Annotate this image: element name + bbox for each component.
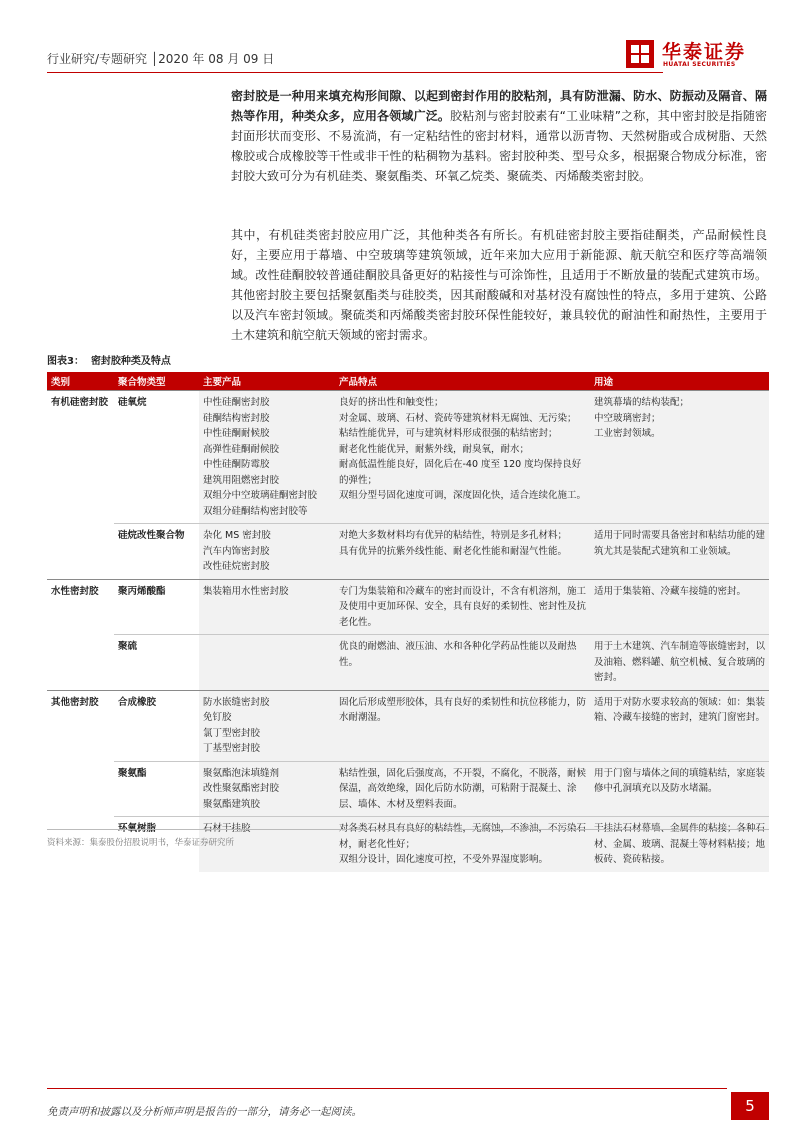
cell-line: 聚氨酯泡沫填缝剂 (203, 767, 280, 779)
cell-uses (590, 579, 769, 635)
cell-polymer: 聚丙烯酸酯 (114, 579, 199, 635)
table-row (47, 391, 769, 524)
cell-polymer: 聚硫 (114, 635, 199, 691)
cell-line: 集装箱用水性密封胶 (203, 585, 289, 597)
cell-category (47, 761, 114, 817)
cell-features (335, 524, 590, 580)
table-bottom-rule (47, 829, 769, 830)
cell-line: 改性聚氨酯密封胶 (203, 783, 280, 794)
cell-line: 高弹性硅酮耐候胶 (203, 443, 280, 455)
logo-subtitle: HUATAI SECURITIES (663, 61, 736, 68)
cell-uses (590, 391, 769, 524)
cell-line: 中性硅酮耐候胶 (203, 428, 270, 439)
cell-line: 固化后形成塑形胶体，具有良好的柔韧性和抗位移能力，防水耐潮湿。 (339, 696, 587, 723)
table-row (47, 635, 769, 691)
cell-line: 建筑用阻燃密封胶 (203, 474, 280, 486)
footer-disclaimer: 免责声明和披露以及分析师声明是报告的一部分，请务必一起阅读。 (47, 1106, 362, 1118)
cell-line: 专门为集装箱和冷藏车的密封而设计，不含有机溶剂，施工及使用中更加环保、安全，具有良好的柔韧性、密封性及抗老化性。 (339, 585, 587, 628)
cell-category (47, 635, 114, 691)
cell-line: 适用于集装箱、冷藏车接缝的密封。 (594, 585, 747, 597)
source-note: 资料来源：集泰股份招股说明书，华泰证券研究所 (47, 838, 235, 848)
cell-polymer: 聚氨酯 (114, 761, 199, 817)
cell-line: 杂化 MS 密封胶 (203, 530, 271, 541)
cell-line: 对金属、玻璃、石材、瓷砖等建筑材料无腐蚀、无污染； (339, 412, 577, 424)
cell-line: 优良的耐燃油、液压油、水和各种化学药品性能以及耐热性。 (339, 641, 577, 668)
cell-category (47, 524, 114, 580)
cell-line: 用于土木建筑、汽车制造等嵌缝密封，以及油箱、燃料罐、航空机械、复合玻璃的密封。 (594, 641, 766, 683)
page-number: 5 (731, 1092, 769, 1120)
cell-products (199, 524, 335, 580)
table-header-row (47, 372, 769, 391)
table-row (47, 579, 769, 635)
logo-name: 华泰证券 (662, 41, 747, 63)
cell-features (335, 817, 590, 872)
cell-line: 免钉胶 (203, 712, 232, 723)
intro-paragraph-1 (231, 86, 767, 186)
col-header-category: 类别 (47, 372, 114, 391)
cell-features (335, 391, 590, 524)
logo-mark-icon (622, 36, 658, 72)
cell-uses (590, 690, 769, 761)
cell-line: 汽车内饰密封胶 (203, 545, 270, 557)
cell-line: 适用于对防水要求较高的领域：如：集装箱、冷藏车接缝的密封，建筑门窗密封。 (594, 696, 766, 723)
cell-line: 适用于同时需要具备密封和粘结功能的建筑尤其是装配式建筑和工业领域。 (594, 530, 766, 557)
cell-line: 中性硅酮密封胶 (203, 397, 270, 408)
figure-title (47, 352, 171, 367)
report-header: 行业研究/专题研究 │2020 年 08 月 09 日 (47, 52, 275, 66)
figure-label: 图表3： (47, 356, 84, 367)
cell-line: 双组分型号固化速度可调，深度固化快，适合连续化施工。 (339, 490, 587, 501)
cell-products (199, 690, 335, 761)
cell-uses (590, 817, 769, 872)
cell-line: 双组分硅酮结构密封胶等 (203, 505, 308, 517)
table-row (47, 524, 769, 580)
cell-line: 中性硅酮防霉胶 (203, 459, 270, 470)
cell-polymer: 硅烷改性聚合物 (114, 524, 199, 580)
footer-divider (47, 1088, 727, 1089)
cell-features (335, 761, 590, 817)
cell-line: 对绝大多数材料均有优异的粘结性，特别是多孔材料； (339, 530, 568, 541)
intro-paragraph-2: 其中，有机硅类密封胶应用广泛，其他种类各有所长。有机硅密封胶主要指硅酮类，产品耐候性良好，主要应用于幕墙、中空玻璃等建筑领域，近年来加大应用于新能源、航天航空和医疗等高端领域。改性硅酮胶较普通硅酮胶具备更好的粘接性与可涂饰性，且适用于不断放量的装配式建筑市场。其他密封胶主要包括聚氨酯类与硅胶类，因其耐酸碱和对基材没有腐蚀性的特点，多用于建筑、公路以及汽车密封领域。聚硫类和丙烯酸类密封胶环保性能较好，兼具较优的耐油性和耐热性，主要用于土木建筑和航空航天领域的密封需求。 (231, 228, 767, 342)
cell-products (199, 761, 335, 817)
cell-line: 改性硅烷密封胶 (203, 561, 270, 572)
intro-body: 胶粘剂与密封胶素有“工业味精”之称，其中密封胶是指随密封面形状而变形、不易流淌，有一定粘结性的密封材料，通常以沥青物、天然树脂或合成树脂、天然橡胶或合成橡胶等干性或非干性的粘稠物为基料。密封胶种类、型号众多，根据聚合物成分标准，密封胶大致可分为有机硅类、聚氨酯类、环氧乙烷类、聚硫类、丙烯酸类密封胶。 (231, 109, 767, 183)
table-row (47, 690, 769, 761)
cell-uses (590, 524, 769, 580)
cell-line: 耐高低温性能良好，固化后在-40 度至 120 度均保持良好的弹性； (339, 459, 582, 486)
cell-polymer: 合成橡胶 (114, 690, 199, 761)
table-row (47, 761, 769, 817)
cell-features (335, 579, 590, 635)
cell-line: 丁基型密封胶 (203, 743, 261, 754)
cell-features (335, 635, 590, 691)
cell-line: 用于门窗与墙体之间的填缝粘结，家庭装修中孔洞填充以及防水堵漏。 (594, 767, 766, 794)
cell-category: 其他密封胶 (47, 690, 114, 761)
col-header-features: 产品特点 (335, 372, 590, 391)
cell-line: 中空玻璃密封； (594, 412, 661, 424)
cell-features (335, 690, 590, 761)
cell-line: 双组分中空玻璃硅酮密封胶 (203, 490, 318, 501)
cell-line: 聚氨酯建筑胶 (203, 798, 261, 810)
cell-products (199, 579, 335, 635)
cell-line: 双组分设计，固化速度可控，不受外界湿度影响。 (339, 854, 549, 865)
cell-line: 硅酮结构密封胶 (203, 412, 270, 424)
cell-category: 水性密封胶 (47, 579, 114, 635)
cell-line: 工业密封领域。 (594, 428, 661, 439)
header-divider (47, 72, 663, 73)
cell-line: 防水嵌缝密封胶 (203, 696, 270, 708)
huatai-logo (622, 36, 762, 74)
col-header-products: 主要产品 (199, 372, 335, 391)
intro-lead: 密封胶是一种用来填充构形间隙、以起到密封作用的胶粘剂，具有防泄漏、防水、防振动及隔音、隔热等作用，种类众多，应用各领域广泛。 (231, 89, 767, 123)
figure-caption: 密封胶种类及特点 (90, 356, 171, 367)
cell-line: 建筑幕墙的结构装配； (594, 397, 690, 408)
table-body (47, 391, 769, 872)
cell-line: 具有优异的抗紫外线性能、耐老化性能和耐湿气性能。 (339, 545, 568, 557)
cell-line: 良好的挤出性和触变性； (339, 397, 444, 408)
cell-line: 材，耐老化性好； (339, 838, 416, 850)
cell-line: 氯丁型密封胶 (203, 727, 261, 739)
cell-uses (590, 761, 769, 817)
cell-line: 耐老化性能优异，耐紫外线，耐臭氧，耐水； (339, 443, 530, 455)
sealant-table (47, 372, 769, 872)
col-header-uses: 用途 (590, 372, 769, 391)
cell-line: 粘结性强，固化后强度高，不开裂，不腐化，不脱落，耐候保温，高效绝缘，固化后防水防潮，可粘附于混凝土、涂层、墙体、木材及塑料表面。 (339, 767, 587, 810)
cell-products (199, 635, 335, 691)
cell-line: 粘结性能优异，可与建筑材料形成很强的粘结密封； (339, 428, 558, 439)
cell-products (199, 391, 335, 524)
cell-polymer: 硅氧烷 (114, 391, 199, 524)
cell-uses (590, 635, 769, 691)
cell-category: 有机硅密封胶 (47, 391, 114, 524)
cell-line: 材、金属、玻璃、混凝土等材料粘接；地板砖、瓷砖粘接。 (594, 838, 766, 865)
col-header-polymer: 聚合物类型 (114, 372, 199, 391)
